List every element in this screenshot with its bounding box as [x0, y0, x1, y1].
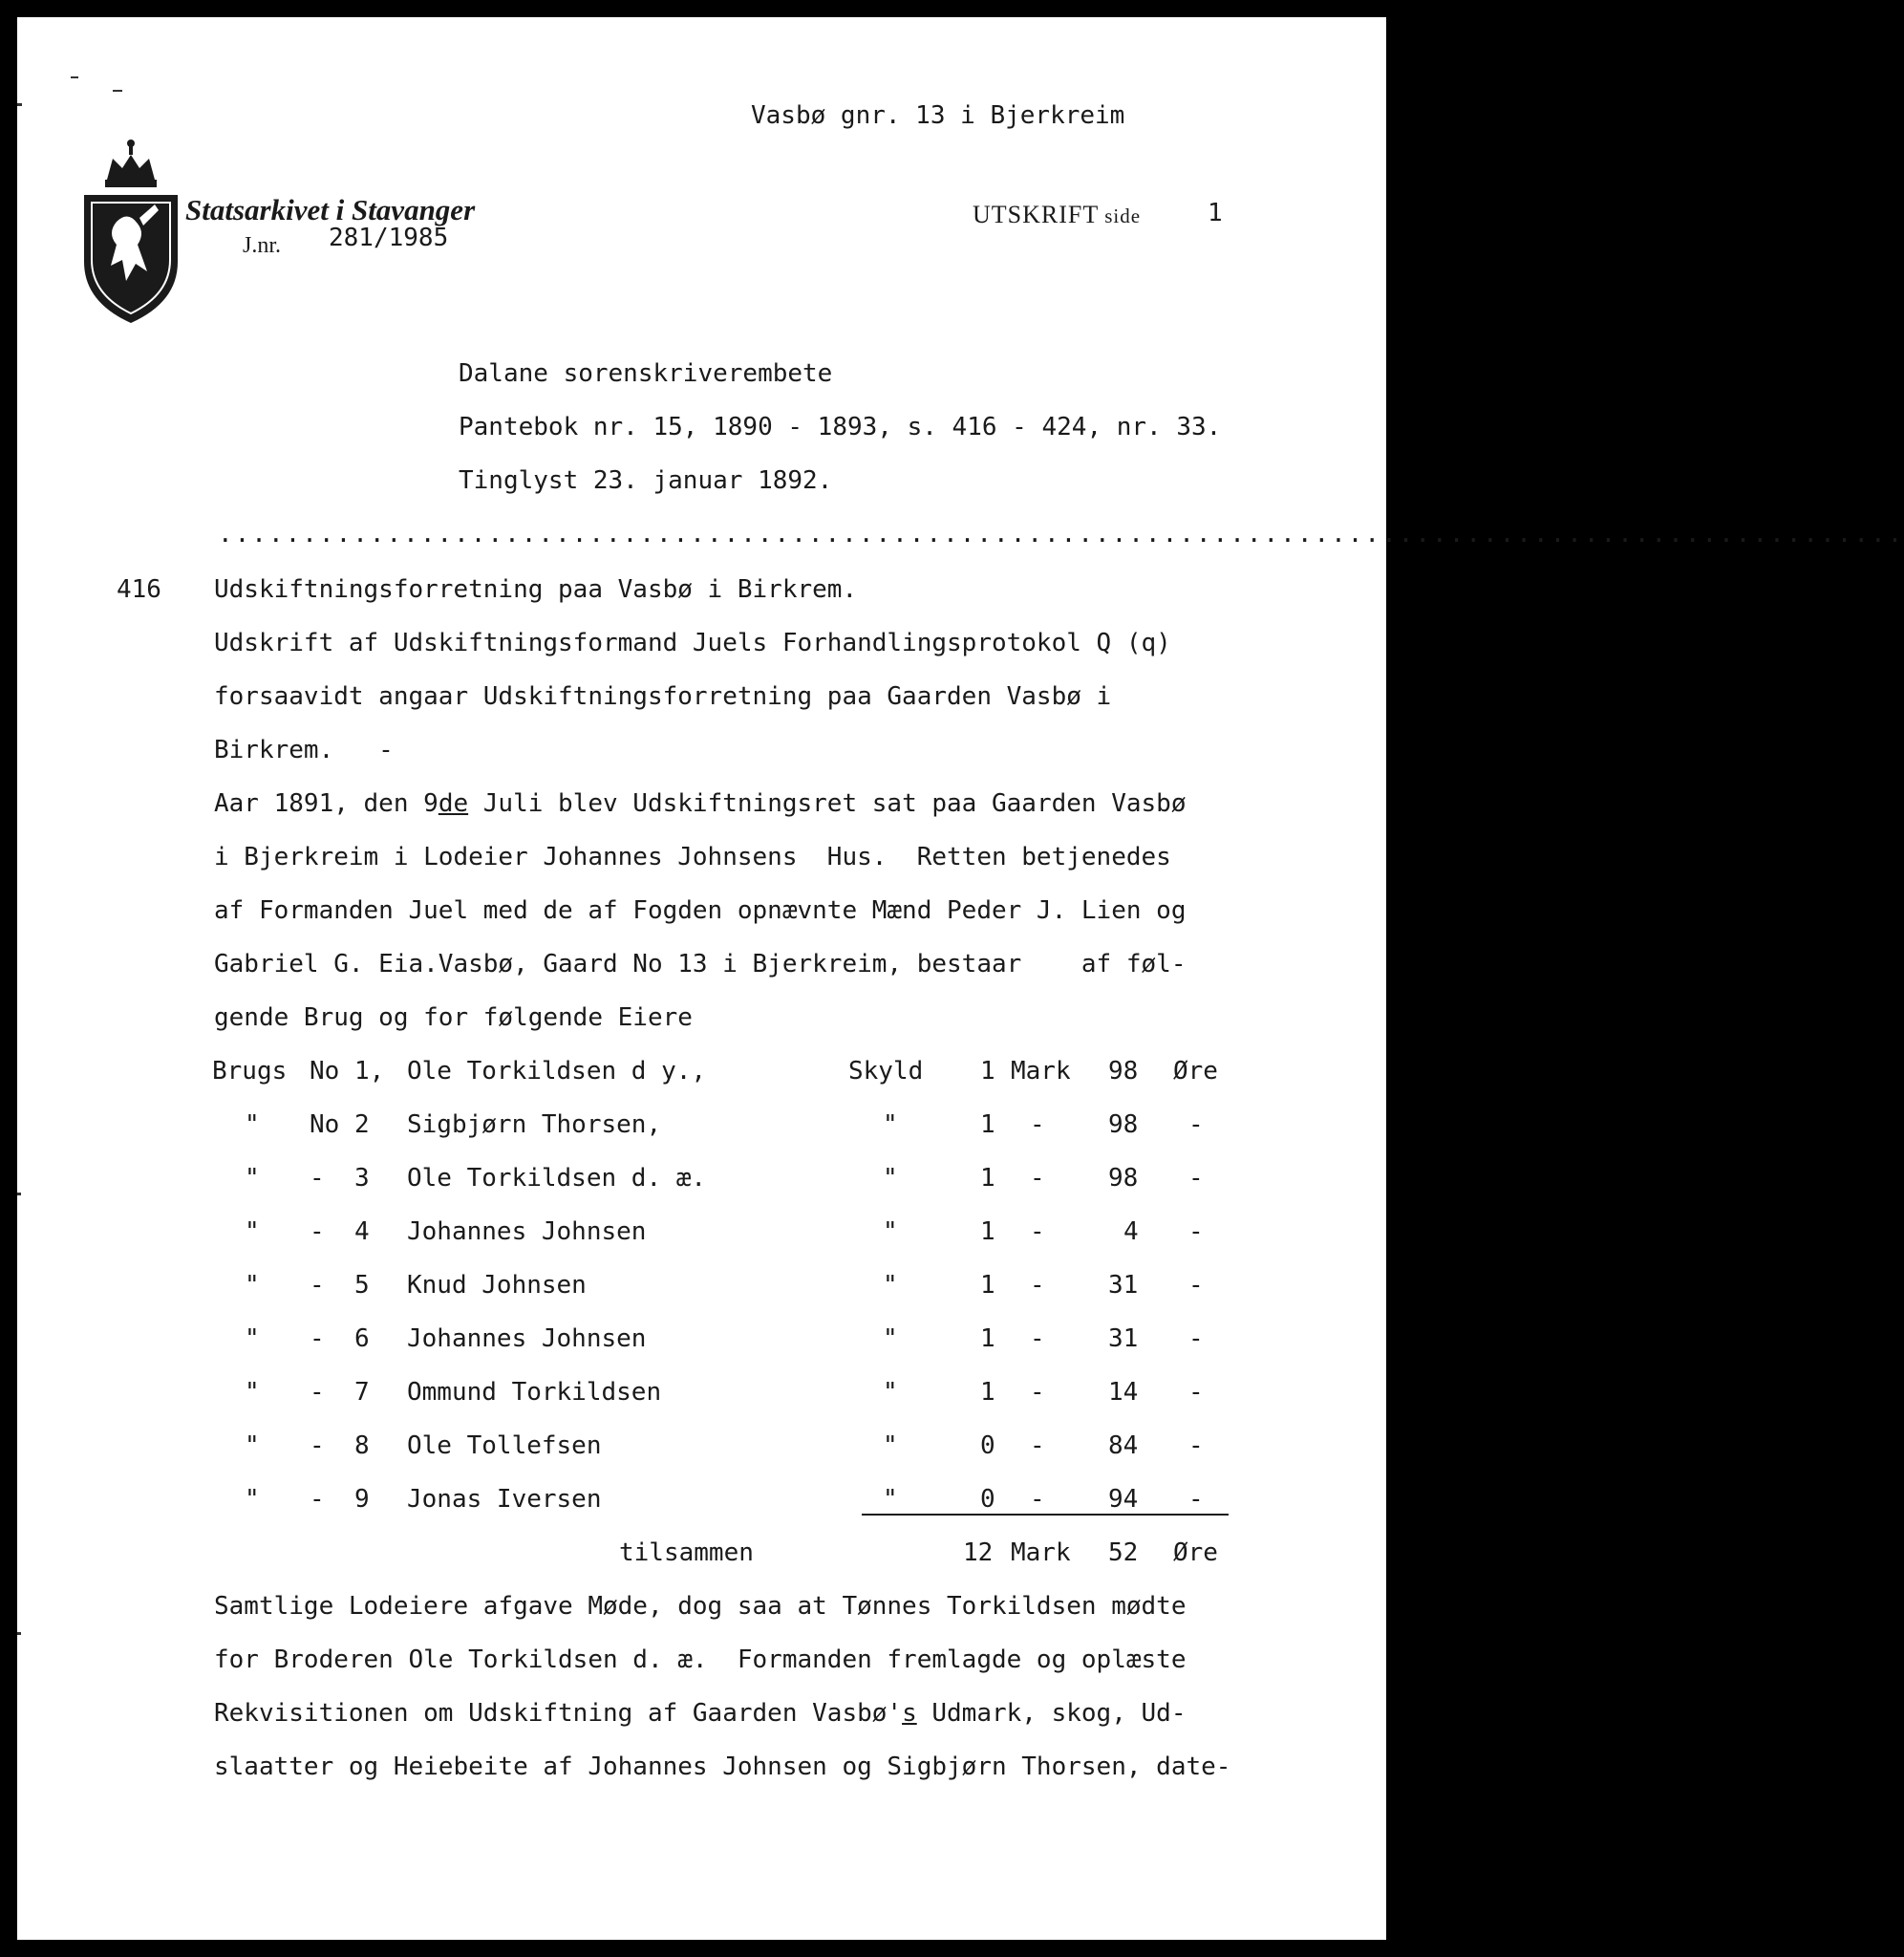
row-ore: 31	[1108, 1271, 1139, 1300]
row-ore-unit: -	[1188, 1485, 1204, 1514]
row-mark-unit: -	[1030, 1271, 1045, 1300]
text-line-5-c: Juli blev Udskiftningsret sat paa Gaarden Vasbø	[468, 789, 1187, 818]
row-prefix: "	[245, 1431, 260, 1460]
row-skyld: "	[883, 1164, 898, 1193]
row-number: No 2	[310, 1110, 370, 1139]
total-ore-unit: Øre	[1173, 1538, 1218, 1567]
row-owner: Ole Torkildsen d y.,	[407, 1057, 707, 1086]
row-prefix: "	[245, 1217, 260, 1246]
row-number: - 5	[310, 1271, 370, 1300]
total-mark-unit: Mark	[1011, 1538, 1071, 1567]
scan-mark	[17, 103, 22, 106]
source-office: Dalane sorenskriverembete	[459, 359, 833, 388]
coat-of-arms-icon	[78, 138, 183, 325]
closing-line-3	[214, 1699, 1186, 1728]
row-ore-unit: -	[1188, 1164, 1204, 1193]
row-owner: Ommund Torkildsen	[407, 1378, 662, 1407]
closing-line-3-underlined: s	[902, 1699, 917, 1728]
row-mark-unit: Mark	[1011, 1057, 1071, 1086]
scan-mark	[17, 1193, 21, 1195]
row-prefix: "	[245, 1324, 260, 1353]
row-mark: 1	[980, 1271, 995, 1300]
row-mark: 0	[980, 1431, 995, 1460]
row-mark: 1	[980, 1110, 995, 1139]
closing-line-1: Samtlige Lodeiere afgave Møde, dog saa at Tønnes Torkildsen mødte	[214, 1592, 1187, 1621]
source-protocol: Pantebok nr. 15, 1890 - 1893, s. 416 - 424, nr. 33.	[459, 413, 1222, 441]
journal-number-label: J.nr.	[243, 233, 282, 258]
archive-name: Statsarkivet i Stavanger	[185, 193, 476, 226]
text-line-5	[214, 789, 1186, 818]
utskrift-label: UTSKRIFT	[973, 201, 1100, 228]
row-ore-unit: -	[1188, 1324, 1204, 1353]
row-ore-unit: -	[1188, 1217, 1204, 1246]
row-skyld: "	[883, 1431, 898, 1460]
row-ore: 94	[1108, 1485, 1139, 1514]
row-ore: 31	[1108, 1324, 1139, 1353]
row-skyld: "	[883, 1217, 898, 1246]
row-mark: 1	[980, 1217, 995, 1246]
row-mark: 1	[980, 1378, 995, 1407]
row-number: - 7	[310, 1378, 370, 1407]
text-line-2: Udskrift af Udskiftningsformand Juels Forhandlingsprotokol Q (q)	[214, 629, 1171, 657]
entry-number: 416	[117, 575, 161, 604]
row-prefix: "	[245, 1271, 260, 1300]
row-number: - 9	[310, 1485, 370, 1514]
row-owner: Jonas Iversen	[407, 1485, 602, 1514]
row-skyld: "	[883, 1378, 898, 1407]
row-ore-unit: -	[1188, 1378, 1204, 1407]
row-mark-unit: -	[1030, 1485, 1045, 1514]
row-prefix: Brugs	[212, 1057, 288, 1086]
row-ore-unit: -	[1188, 1271, 1204, 1300]
source-registered: Tinglyst 23. januar 1892.	[459, 466, 833, 495]
text-line-7: af Formanden Juel med de af Fogden opnævnte Mænd Peder J. Lien og	[214, 896, 1187, 925]
text-line-4: Birkrem. -	[214, 736, 394, 764]
row-ore: 98	[1108, 1110, 1139, 1139]
text-line-5-a: Aar 1891, den 9	[214, 789, 439, 818]
row-ore: 98	[1108, 1164, 1139, 1193]
row-ore: 84	[1108, 1431, 1139, 1460]
utskrift-heading	[973, 201, 1141, 229]
row-owner: Johannes Johnsen	[407, 1324, 647, 1353]
text-line-6: i Bjerkreim i Lodeier Johannes Johnsens Hus. Retten betjenedes	[214, 843, 1171, 871]
row-owner: Ole Tollefsen	[407, 1431, 602, 1460]
row-skyld: "	[883, 1271, 898, 1300]
page-number: 1	[1208, 199, 1223, 227]
row-mark-unit: -	[1030, 1217, 1045, 1246]
row-ore: 98	[1108, 1057, 1139, 1086]
row-owner: Ole Torkildsen d. æ.	[407, 1164, 707, 1193]
row-ore-unit: -	[1188, 1431, 1204, 1460]
row-mark: 0	[980, 1485, 995, 1514]
row-skyld: "	[883, 1110, 898, 1139]
row-owner: Knud Johnsen	[407, 1271, 587, 1300]
row-prefix: "	[245, 1485, 260, 1514]
document-page	[17, 17, 1904, 1940]
row-owner: Johannes Johnsen	[407, 1217, 647, 1246]
journal-number: 281/1985	[329, 224, 449, 252]
row-skyld: Skyld	[848, 1057, 924, 1086]
row-prefix: "	[245, 1110, 260, 1139]
scan-mark	[71, 76, 78, 78]
row-mark-unit: -	[1030, 1431, 1045, 1460]
total-ore: 52	[1108, 1538, 1139, 1567]
row-number: No 1,	[310, 1057, 385, 1086]
row-mark: 1	[980, 1324, 995, 1353]
row-mark-unit: -	[1030, 1378, 1045, 1407]
closing-line-2: for Broderen Ole Torkildsen d. æ. Formanden fremlagde og oplæste	[214, 1645, 1187, 1674]
row-prefix: "	[245, 1164, 260, 1193]
text-line-8: Gabriel G. Eia.Vasbø, Gaard No 13 i Bjerkreim, bestaar af føl-	[214, 950, 1187, 978]
text-line-5-underlined: de	[438, 789, 469, 818]
row-mark-unit: -	[1030, 1324, 1045, 1353]
row-owner: Sigbjørn Thorsen,	[407, 1110, 662, 1139]
closing-line-4: slaatter og Heiebeite af Johannes Johnsen og Sigbjørn Thorsen, date-	[214, 1753, 1231, 1781]
sum-rule	[862, 1514, 1229, 1516]
row-prefix: "	[245, 1378, 260, 1407]
row-ore-unit: -	[1188, 1110, 1204, 1139]
row-mark: 1	[980, 1057, 995, 1086]
property-reference: Vasbø gnr. 13 i Bjerkreim	[751, 101, 1125, 130]
row-number: - 3	[310, 1164, 370, 1193]
row-ore-unit: Øre	[1173, 1057, 1218, 1086]
side-label: side	[1104, 204, 1142, 227]
scan-mark	[17, 1632, 21, 1635]
text-line-9: gende Brug og for følgende Eiere	[214, 1003, 693, 1032]
row-number: - 8	[310, 1431, 370, 1460]
total-mark: 12	[963, 1538, 994, 1567]
row-ore: 14	[1108, 1378, 1139, 1407]
dotted-separator: ....................................................................................................	[218, 520, 1904, 548]
row-mark: 1	[980, 1164, 995, 1193]
row-number: - 6	[310, 1324, 370, 1353]
text-line-1: Udskiftningsforretning paa Vasbø i Birkrem.	[214, 575, 858, 604]
row-skyld: "	[883, 1485, 898, 1514]
closing-line-3-a: Rekvisitionen om Udskiftning af Gaarden Vasbø'	[214, 1699, 903, 1728]
text-line-3: forsaavidt angaar Udskiftningsforretning paa Gaarden Vasbø i	[214, 682, 1112, 711]
row-mark-unit: -	[1030, 1164, 1045, 1193]
closing-line-3-c: Udmark, skog, Ud-	[916, 1699, 1187, 1728]
row-number: - 4	[310, 1217, 370, 1246]
scan-mark	[113, 90, 122, 92]
total-label: tilsammen	[619, 1538, 754, 1567]
row-skyld: "	[883, 1324, 898, 1353]
row-mark-unit: -	[1030, 1110, 1045, 1139]
row-ore: 4	[1123, 1217, 1139, 1246]
